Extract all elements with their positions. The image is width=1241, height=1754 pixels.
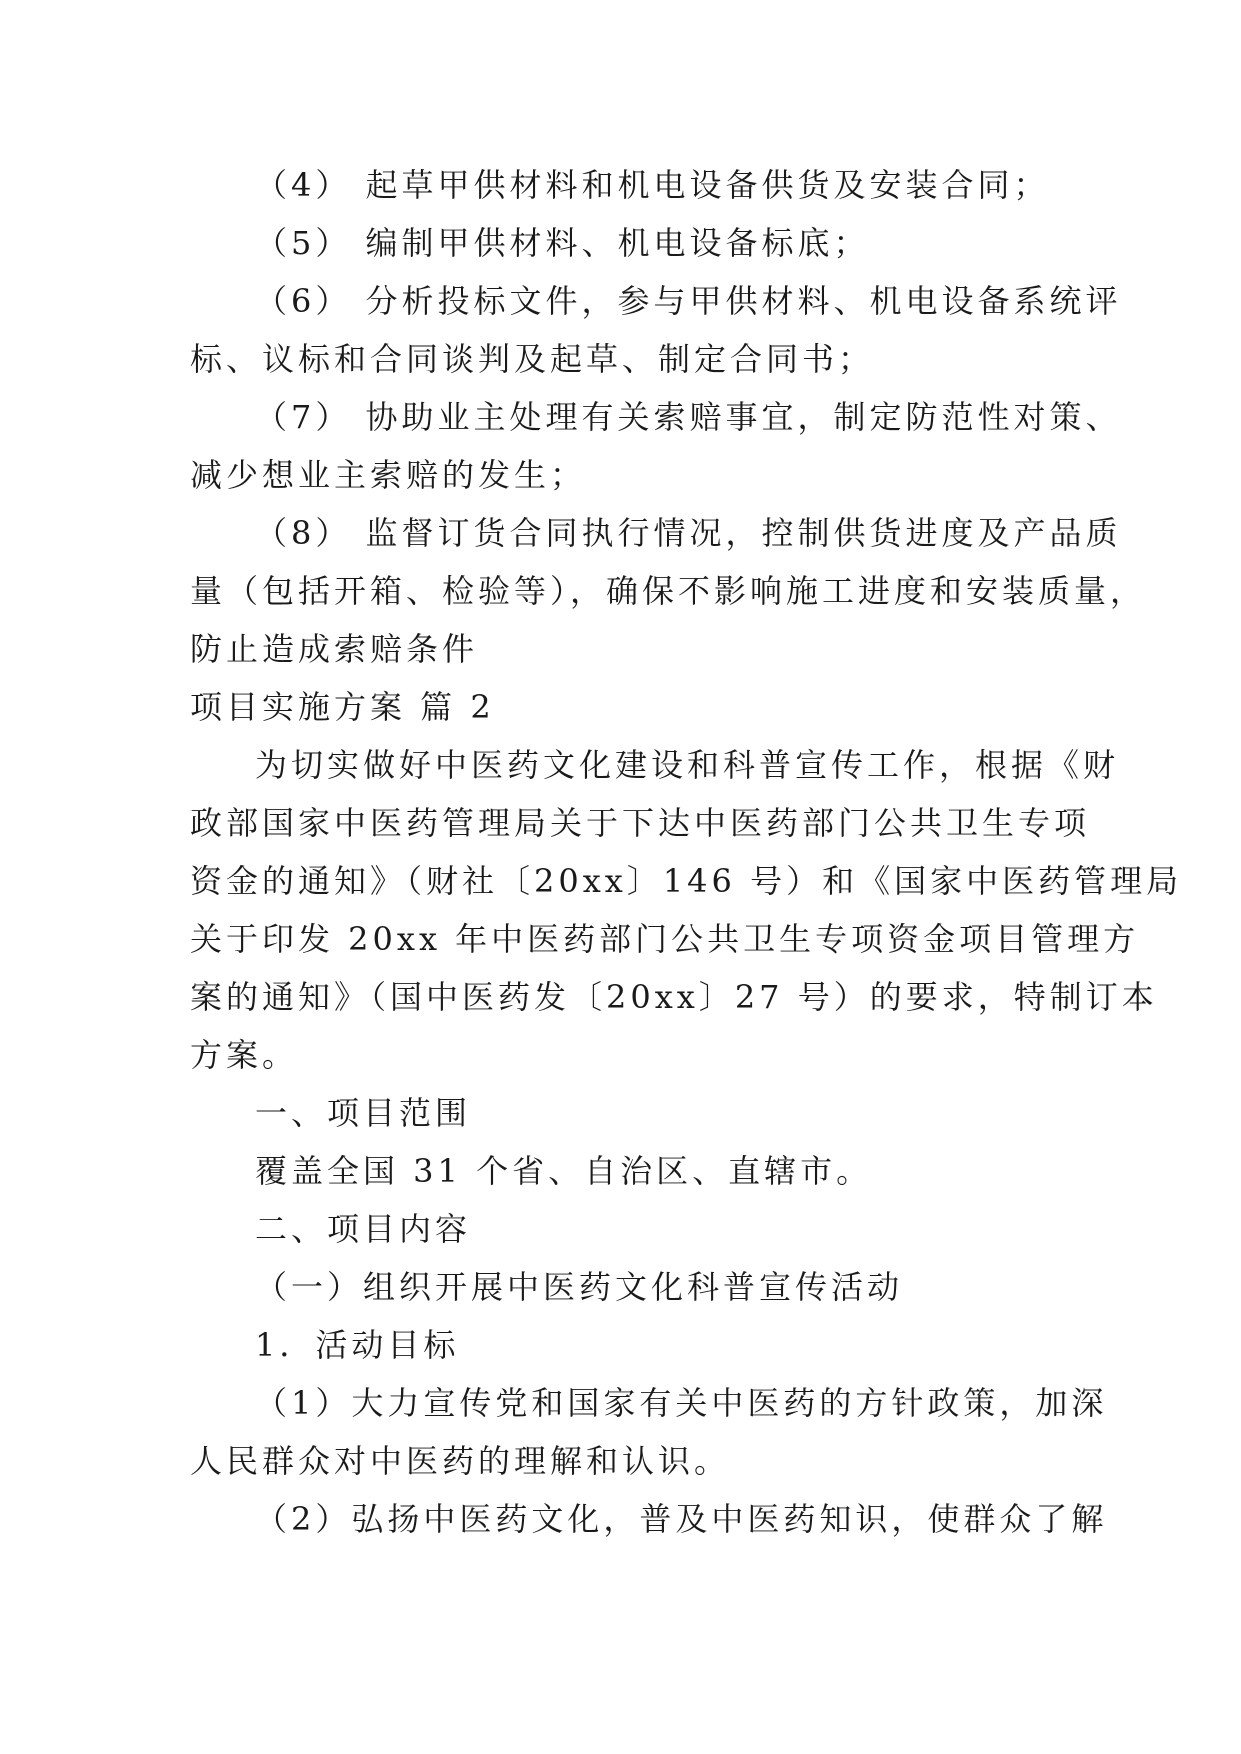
activity-goal-heading: 1．活动目标 [255,1326,460,1364]
intro-line-4: 关于印发 20xx 年中医药部门公共卫生专项资金项目管理方 [190,920,1140,958]
scope-text: 覆盖全国 31 个省、自治区、直辖市。 [255,1152,873,1190]
item-6-line-1: （6） 分析投标文件，参与甲供材料、机电设备系统评 [255,282,1122,320]
goal-1-line-2: 人民群众对中医药的理解和认识。 [190,1442,731,1480]
item-8-line-2: 量（包括开箱、检验等），确保不影响施工进度和安装质量， [190,572,1147,610]
item-6-line-2: 标、议标和合同谈判及起草、制定合同书； [190,340,875,378]
intro-line-3: 资金的通知》（财社〔20xx〕146 号）和《国家中医药管理局 [190,862,1183,900]
goal-1-line-1: （1）大力宣传党和国家有关中医药的方针政策，加深 [255,1384,1108,1422]
intro-line-6: 方案。 [190,1036,299,1074]
item-5-line: （5） 编制甲供材料、机电设备标底； [255,224,870,262]
item-7-line-1: （7） 协助业主处理有关索赔事宜，制定防范性对策、 [255,398,1122,436]
item-4-line: （4） 起草甲供材料和机电设备供货及安装合同； [255,166,1050,204]
content-heading: 二、项目内容 [255,1210,472,1248]
intro-line-2: 政部国家中医药管理局关于下达中医药部门公共卫生专项 [190,804,1091,842]
scope-heading: 一、项目范围 [255,1094,472,1132]
intro-line-5: 案的通知》（国中医药发〔20xx〕27 号）的要求，特制订本 [190,978,1158,1016]
item-8-line-1: （8） 监督订货合同执行情况，控制供货进度及产品质 [255,514,1122,552]
intro-line-1: 为切实做好中医药文化建设和科普宣传工作，根据《财 [255,746,1120,784]
item-7-line-2: 减少想业主索赔的发生； [190,456,587,494]
item-8-line-3: 防止造成索赔条件 [190,630,479,668]
goal-2-line-1: （2）弘扬中医药文化，普及中医药知识，使群众了解 [255,1500,1108,1538]
section-heading: 项目实施方案 篇 2 [190,688,495,726]
subsection-heading: （一）组织开展中医药文化科普宣传活动 [255,1268,904,1306]
